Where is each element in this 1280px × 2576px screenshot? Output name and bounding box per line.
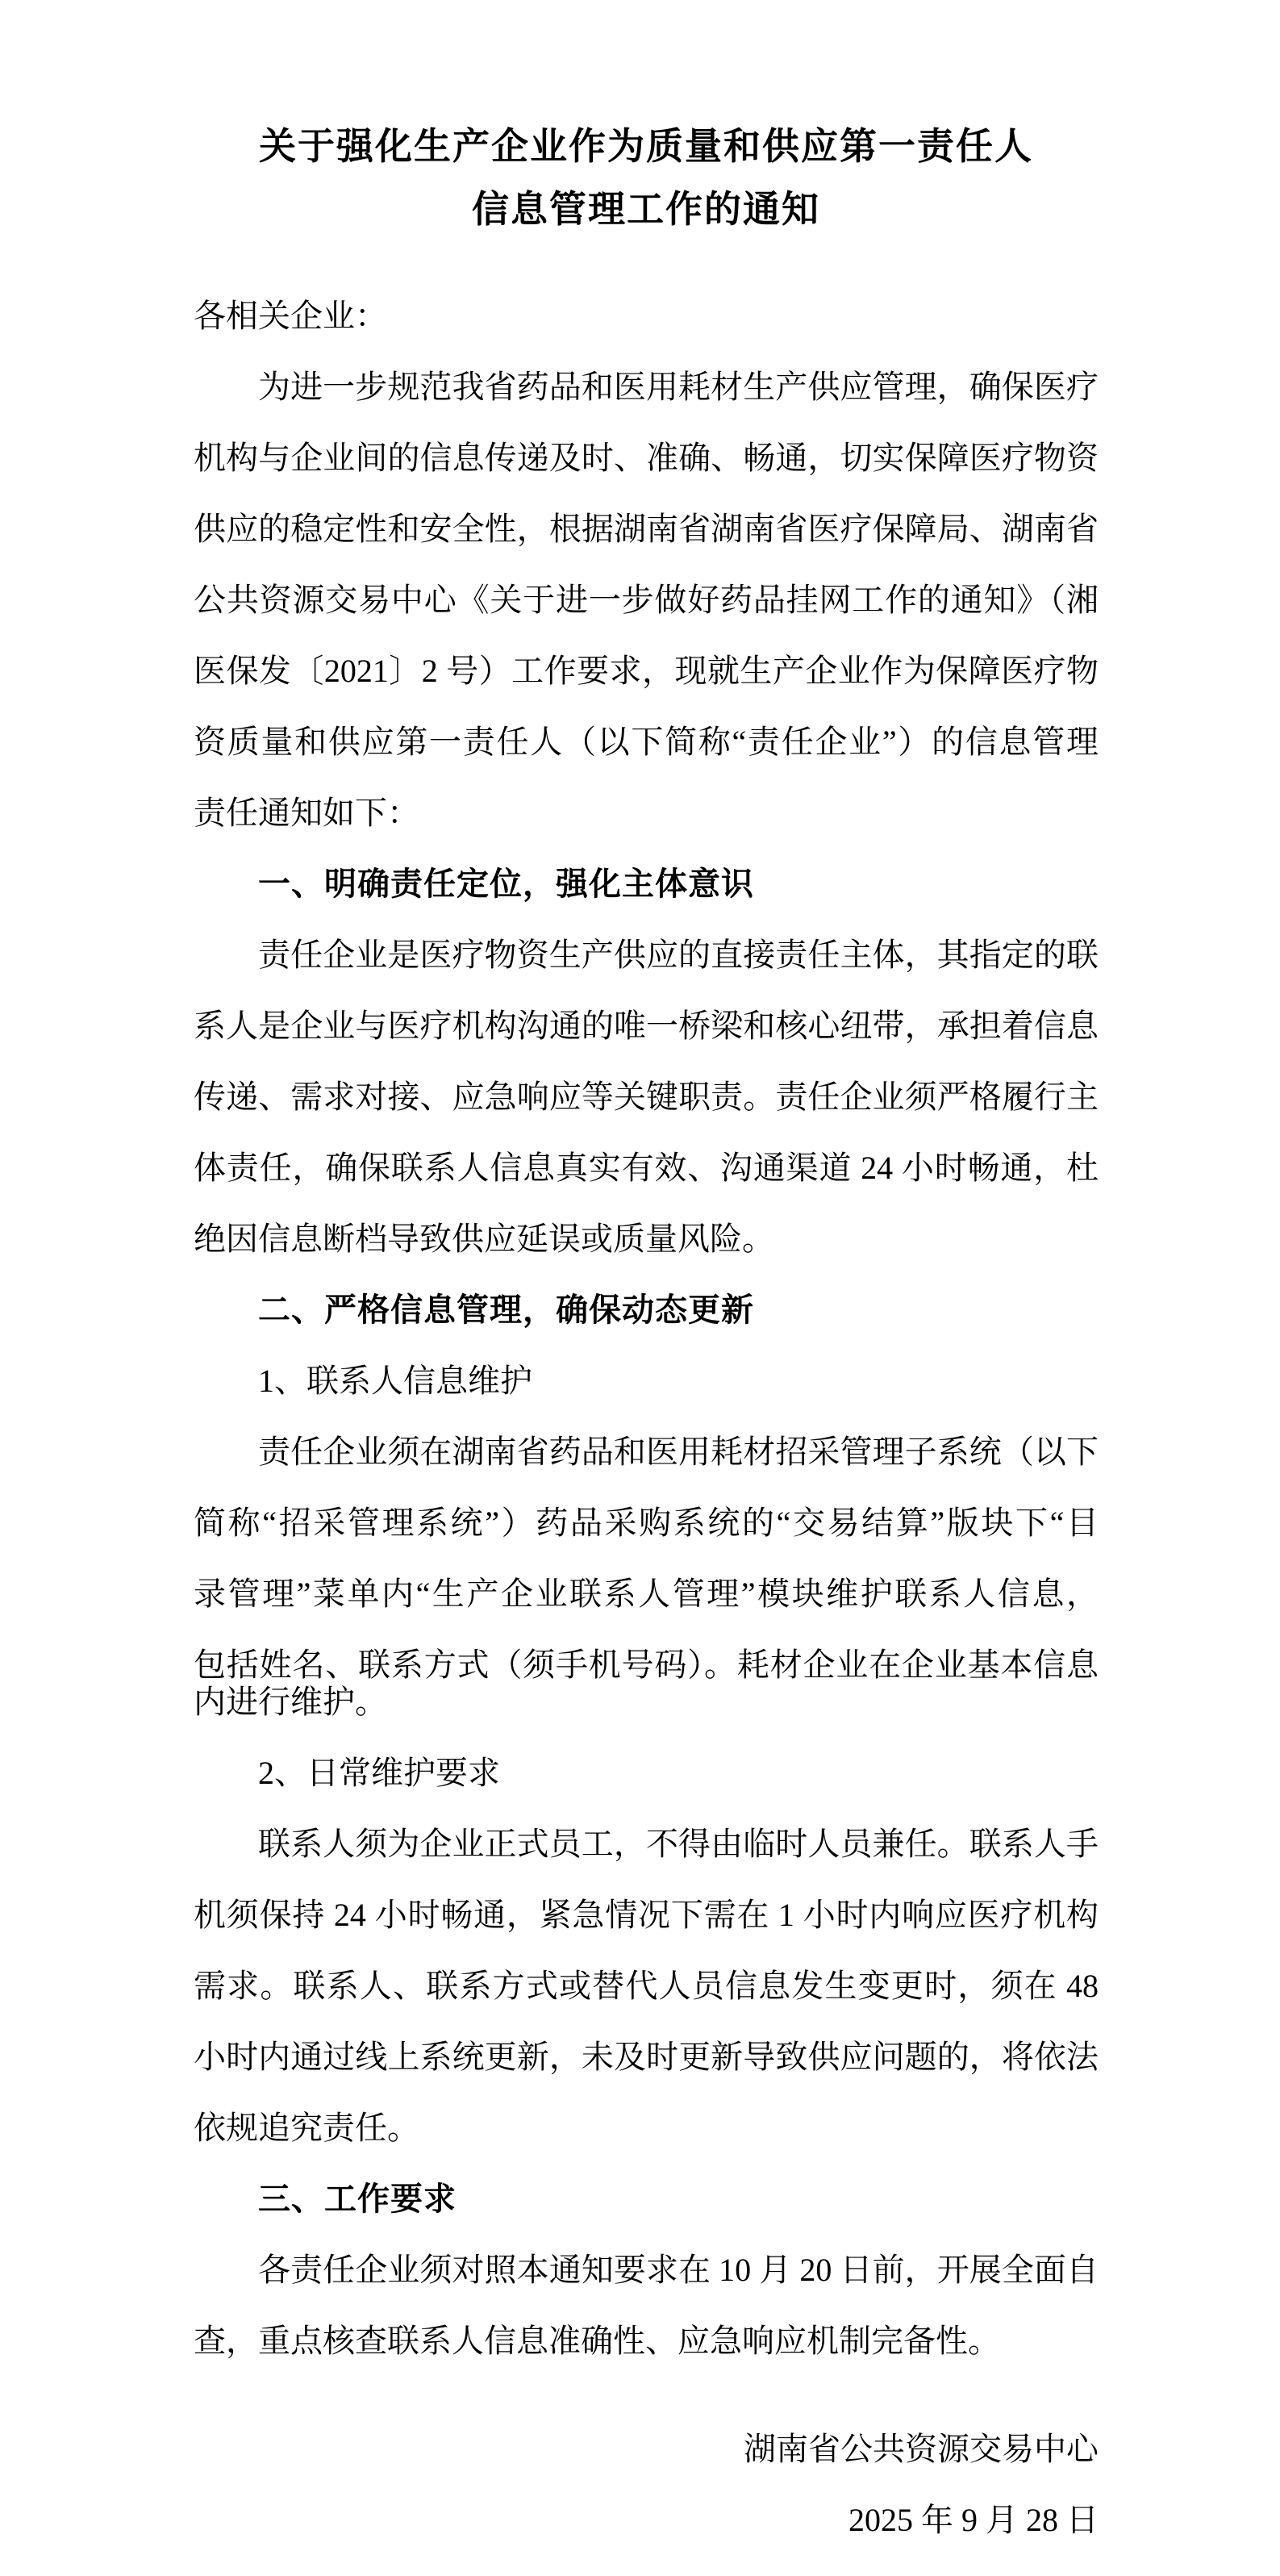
salutation: 各相关企业：	[194, 298, 387, 334]
paragraph-line: 依规追究责任。	[194, 2110, 419, 2146]
paragraph-line: 为进一步规范我省药品和医用耗材生产供应管理，确保医疗	[258, 369, 1099, 405]
paragraph-line: 责任通知如下：	[194, 795, 419, 831]
paragraph-line: 责任企业须在湖南省药品和医用耗材招采管理子系统（以下	[258, 1434, 1099, 1470]
subsection-heading-1: 1、联系人信息维护	[258, 1363, 532, 1399]
document-body	[194, 281, 1099, 2377]
paragraph-line: 需求。联系人、联系方式或替代人员信息发生变更时，须在 48	[194, 1968, 1099, 2004]
paragraph-line: 医保发〔2021〕2 号）工作要求，现就生产企业作为保障医疗物	[194, 653, 1099, 689]
section-heading-1: 一、明确责任定位，强化主体意识	[258, 866, 754, 902]
section-heading-2: 二、严格信息管理，确保动态更新	[258, 1292, 754, 1328]
paragraph-line: 公共资源交易中心《关于进一步做好药品挂网工作的通知》（湘	[194, 582, 1099, 618]
paragraph-line: 机构与企业间的信息传递及时、准确、畅通，切实保障医疗物资	[194, 440, 1099, 476]
paragraph-line: 内进行维护。	[194, 1684, 387, 1720]
paragraph-line: 查，重点核查联系人信息准确性、应急响应机制完备性。	[194, 2323, 1000, 2359]
section-heading-3: 三、工作要求	[258, 2181, 457, 2217]
paragraph-line: 系人是企业与医疗机构沟通的唯一桥梁和核心纽带，承担着信息	[194, 1008, 1099, 1044]
paragraph-line: 机须保持 24 小时畅通，紧急情况下需在 1 小时内响应医疗机构	[194, 1897, 1099, 1933]
date: 2025 年 9 月 28 日	[848, 2502, 1099, 2538]
paragraph-line: 责任企业是医疗物资生产供应的直接责任主体，其指定的联	[258, 937, 1099, 973]
paragraph-line: 各责任企业须对照本通知要求在 10 月 20 日前，开展全面自	[258, 2252, 1099, 2288]
document-title-line-1: 关于强化生产企业作为质量和供应第一责任人	[259, 125, 1033, 167]
paragraph-line: 小时内通过线上系统更新，未及时更新导致供应问题的，将依法	[194, 2039, 1099, 2075]
paragraph-line: 传递、需求对接、应急响应等关键职责。责任企业须严格履行主	[194, 1079, 1099, 1115]
document-title-line-2: 信息管理工作的通知	[472, 188, 820, 230]
paragraph-line: 录管理”菜单内“生产企业联系人管理”模块维护联系人信息，	[194, 1576, 1099, 1612]
paragraph-line: 包括姓名、联系方式（须手机号码）。耗材企业在企业基本信息	[194, 1647, 1099, 1683]
document-title	[194, 115, 1099, 240]
paragraph-line: 供应的稳定性和安全性，根据湖南省湖南省医疗保障局、湖南省	[194, 511, 1099, 547]
subsection-heading-2: 2、日常维护要求	[258, 1755, 500, 1791]
signature-block	[194, 2414, 1099, 2556]
paragraph-line: 简称“招采管理系统”）药品采购系统的“交易结算”版块下“目	[194, 1505, 1099, 1541]
paragraph-line: 资质量和供应第一责任人（以下简称“责任企业”）的信息管理	[194, 724, 1099, 760]
paragraph-line: 联系人须为企业正式员工，不得由临时人员兼任。联系人手	[258, 1826, 1099, 1862]
paragraph-line: 体责任，确保联系人信息真实有效、沟通渠道 24 小时畅通，杜	[194, 1150, 1099, 1186]
paragraph-line: 绝因信息断档导致供应延误或质量风险。	[194, 1221, 774, 1257]
signature: 湖南省公共资源交易中心	[744, 2431, 1099, 2467]
